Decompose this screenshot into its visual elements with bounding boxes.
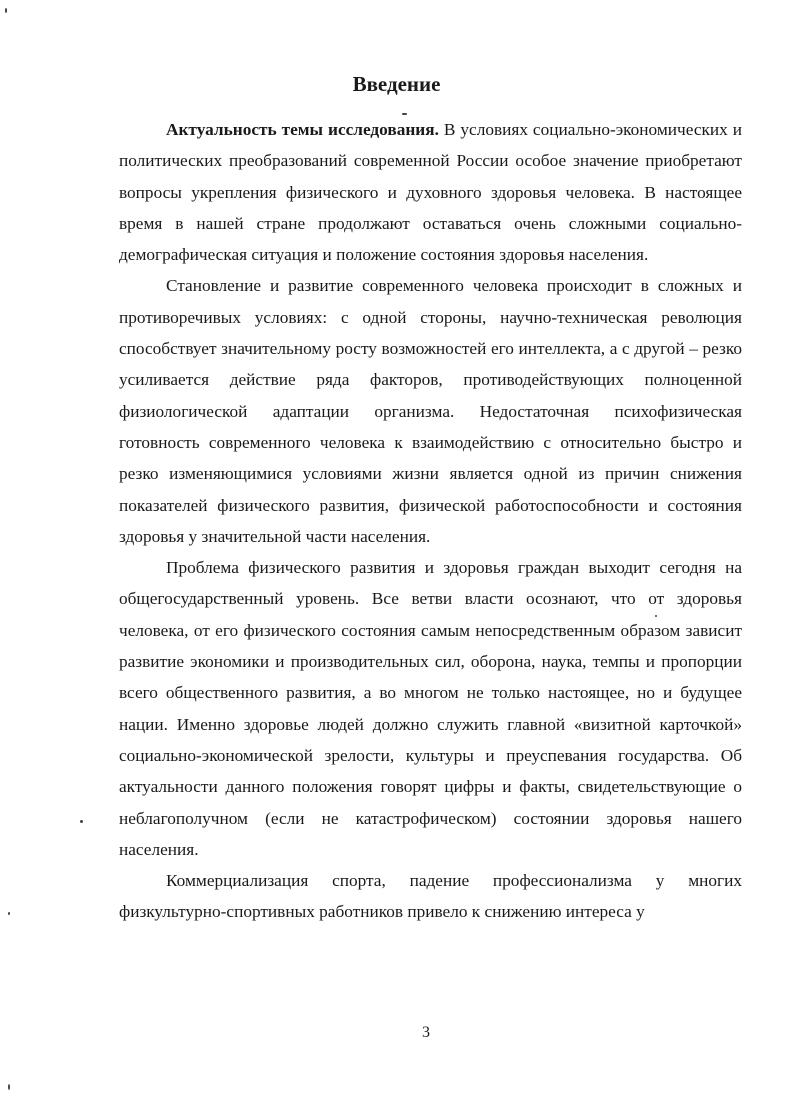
scan-speck	[80, 820, 83, 823]
paragraph-relevance	[119, 114, 742, 270]
paragraph-text: Коммерциализация спорта, падение профессионализма у многих физкультурно-спортивных работников привело к снижению интереса у	[119, 871, 742, 922]
scan-speck	[655, 615, 657, 617]
scan-speck	[5, 8, 7, 13]
page-number: 3	[422, 1024, 430, 1041]
paragraph-text: Становление и развитие современного человека происходит в сложных и противоречивых условиях: с одной стороны, научно-техническая революция способствует значительному росту возможностей его интеллекта, а с другой – резко усиливается действие ряда факторов, противодействующих полноценной физиологической адаптации организма. Недостаточная психофизическая готовность современного человека к взаимодействию с относительно быстро и резко изменяющимися условиями жизни является одной из причин снижения показателей физического развития, физической работоспособности и состояния здоровья у значительной части населения.	[119, 276, 742, 546]
page-title: Введение	[352, 72, 441, 96]
scan-speck	[8, 1084, 10, 1090]
paragraph-commercialization	[119, 865, 742, 928]
body-text	[119, 114, 742, 928]
relevance-heading: Актуальность темы исследования.	[166, 120, 439, 139]
scan-speck	[402, 113, 407, 115]
paragraph-text: В условиях социально-экономических и политических преобразований современной России особое значение приобретают вопросы укрепления физического и духовного здоровья человека. В настоящее время в нашей стране продолжают оставаться очень сложными социально-демографическая ситуация и положение состояния здоровья населения.	[119, 120, 742, 265]
scan-speck	[8, 912, 10, 915]
paragraph-health-problem	[119, 552, 742, 865]
paragraph-text: Проблема физического развития и здоровья граждан выходит сегодня на общегосударственный уровень. Все ветви власти осознают, что от здоровья человека, от его физического состояния самым непосредственным образом зависит развитие экономики и производительных сил, оборона, наука, темпы и пропорции всего общественного развития, а во многом не только настоящее, но и будущее нации. Именно здоровье людей должно служить главной «визитной карточкой» социально-экономической зрелости, культуры и преуспевания государства. Об актуальности данного положения говорят цифры и факты, свидетельствующие о неблагополучном (если не катастрофическом) состоянии здоровья нашего населения.	[119, 558, 742, 859]
paragraph-development	[119, 270, 742, 552]
